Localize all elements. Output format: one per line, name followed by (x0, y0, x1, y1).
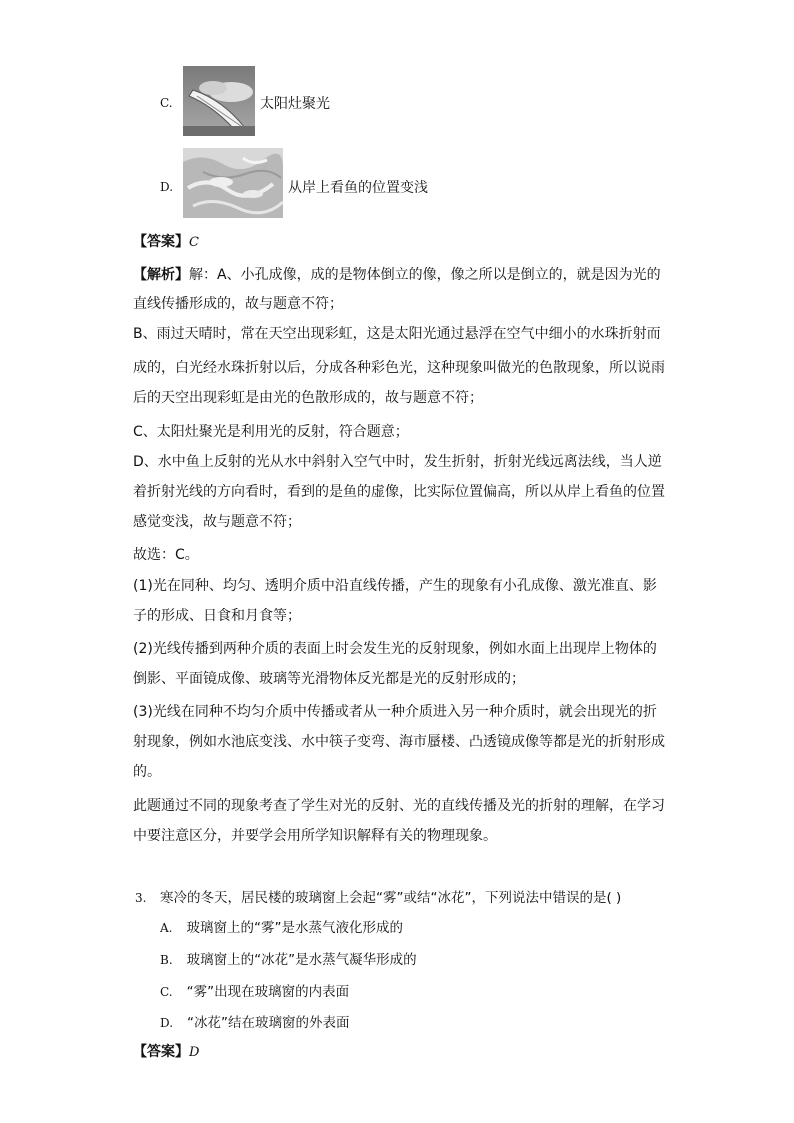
question-option-a: A. 玻璃窗上的“雾”是水蒸气液化形成的 (160, 920, 403, 936)
option-d-letter: D. (160, 180, 174, 194)
analysis-line: 直线传播形成的，故与题意不符； (133, 296, 343, 312)
question-stem: 寒冷的冬天，居民楼的玻璃窗上会起“雾”或结“冰花”，下列说法中错误的是( ) (160, 890, 622, 906)
analysis-line: (3)光线在同种不均匀介质中传播或者从一种介质进入另一种介质时，就会出现光的折 (133, 704, 657, 720)
analysis-line: 着折射光线的方向看时，看到的是鱼的虚像，比实际位置偏高，所以从岸上看鱼的位置 (133, 484, 665, 500)
analysis-line: (1)光在同种、均匀、透明介质中沿直线传播，产生的现象有小孔成像、激光准直、影 (133, 578, 657, 594)
option-c-text: 太阳灶聚光 (260, 96, 330, 112)
analysis-line-1: 【解析】解：A、小孔成像，成的是物体倒立的像，像之所以是倒立的，就是因为光的 (133, 267, 661, 283)
fish-water-image (183, 148, 283, 218)
analysis-line: 成的，白光经水珠折射以后，分成各种彩色光，这种现象叫做光的色散现象，所以说雨 (133, 360, 665, 376)
analysis-line: 中要注意区分，并要学会用所学知识解释有关的物理现象。 (133, 828, 497, 844)
answer-label: 【答案】 (133, 1044, 189, 1060)
analysis-line: 感觉变浅，故与题意不符； (133, 514, 301, 530)
analysis-line: 此题通过不同的现象考查了学生对光的反射、光的直线传播及光的折射的理解，在学习 (133, 798, 665, 814)
analysis-line: 的。 (133, 764, 161, 780)
question-option-b: B. 玻璃窗上的“冰花”是水蒸气凝华形成的 (160, 952, 417, 968)
solar-cooker-image (183, 66, 255, 136)
option-d-text: 从岸上看鱼的位置变浅 (288, 180, 428, 196)
analysis-line: C、太阳灶聚光是利用光的反射，符合题意； (133, 424, 409, 440)
answer-line-3 (133, 1042, 199, 1063)
answer-label: 【答案】 (133, 234, 189, 250)
analysis-label: 【解析】 (133, 267, 189, 283)
analysis-line: 射现象，例如水池底变浅、水中筷子变弯、海市蜃楼、凸透镜成像等都是光的折射形成 (133, 734, 665, 750)
question-option-c: C. “雾”出现在玻璃窗的内表面 (160, 984, 350, 1000)
option-c-letter: C. (160, 96, 173, 110)
analysis-line: B、雨过天晴时，常在天空出现彩虹，这是太阳光通过悬浮在空气中细小的水珠折射而 (133, 326, 661, 342)
analysis-line: 子的形成、日食和月食等； (133, 608, 301, 624)
analysis-line: 后的天空出现彩虹是由光的色散形成的，故与题意不符； (133, 390, 483, 406)
answer-line (133, 232, 199, 253)
analysis-line: D、水中鱼上反射的光从水中斜射入空气中时，发生折射，折射光线远离法线，当人逆 (133, 454, 662, 470)
analysis-line: (2)光线传播到两种介质的表面上时会发生光的反射现象，例如水面上出现岸上物体的 (133, 641, 657, 657)
analysis-line: 故选：C。 (133, 547, 199, 563)
question-number: 3. (135, 891, 147, 905)
answer-value: D (189, 1045, 200, 1060)
analysis-line: 倒影、平面镜成像、玻璃等光滑物体反光都是光的反射形成的； (133, 671, 525, 687)
answer-value: C (189, 235, 199, 250)
question-option-d: D. “冰花”结在玻璃窗的外表面 (160, 1015, 350, 1031)
